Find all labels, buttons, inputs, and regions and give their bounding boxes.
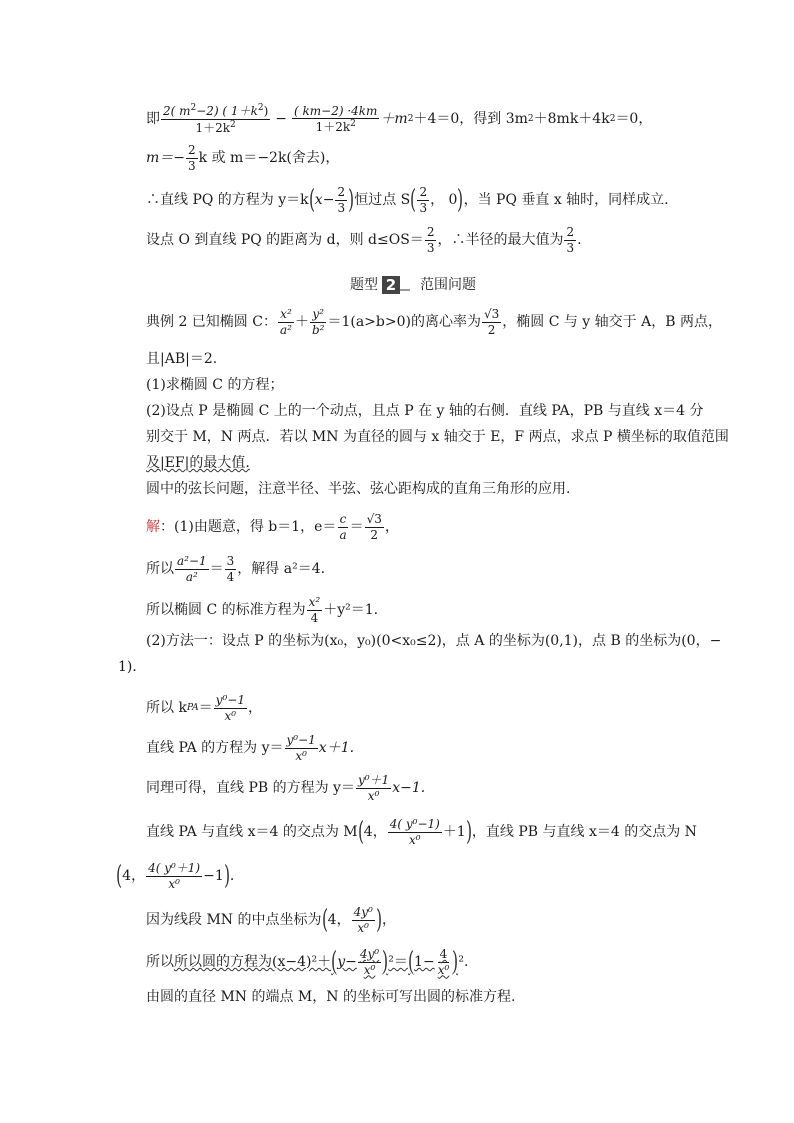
solution-line-6: 所以 k PA ＝ $\frac{\text{y⁰−1}}{\text{x⁰}}$ ， <box>146 693 262 723</box>
question-1: (1)求椭圆 C 的方程； <box>146 377 284 393</box>
solution-line-7: 直线 PA 的方程为 y＝ $\frac{\text{y⁰−1}}{\text{x⁰}}$ x＋1. <box>146 733 355 763</box>
fraction: $\frac{2( m^2-2) ( 1+k^2)}{1+2k^2}$ <box>163 103 269 135</box>
solution-line-9: 直线 PA 与直线 x＝4 的交点为 M ( 4， $\frac{\text{4( y⁰−1)}}{\text{x⁰}}$ ＋1 ) ，直线 PB 与直线 x＝4 的交点为 N <box>146 817 697 848</box>
question-2-line-1: (2)设点 P 是椭圆 C 上的一个动点，且点 P 在 y 轴的右侧．直线 PA，PB 与直线 x＝4 分 <box>146 403 704 419</box>
problem-statement-line-1: 典例 2 已知椭圆 C： $\frac{\text{x²}}{\text{a²}}$ ＋ $\frac{\text{y²}}{\text{b²}}$ ＝1(a>b>0)的离心率为 $\frac{√3}{2}$ ，椭圆 C 与 y 轴交于 A，B 两点， <box>146 307 722 337</box>
solution-line-2: 所以 $\frac{\text{a²−1}}{\text{a²}}$ ＝ $\frac{3}{4}$ ，解得 a²＝4. <box>146 554 326 584</box>
solution-line-12: 所以 所以圆的方程为(x−4)²＋ ( y− $\frac{\text{4y⁰}}{\text{x⁰}}$ ) ²＝ ( 1− $\frac{4}{\text{x⁰}}$ ) ². <box>146 947 469 978</box>
solution-line-4: (2)方法一：设点 P 的坐标为(x₀，y₀)(0<x₀≤2)，点 A 的坐标为(0,1)，点 B 的坐标为(0，− <box>146 633 722 649</box>
solution-line-10: ( 4， $\frac{\text{4( y⁰＋1)}}{\text{x⁰}}$ −1 ) . <box>116 861 235 892</box>
solution-line-11: 因为线段 MN 的中点坐标为 ( 4， $\frac{\text{4y⁰}}{\text{x⁰}}$ ) ， <box>146 905 396 936</box>
equation-line-3: ∴直线 PQ 的方程为 y＝k ( x− $\frac{2}{3}$ ) 恒过点 S ( $\frac{2}{3}$ ， 0 ) ，当 PQ 垂直 x 轴时，同样成立. <box>146 185 669 216</box>
solution-line-1: 解 ：(1)由题意，得 b＝1，e＝ $\frac{c}{a}$ ＝ $\frac{√3}{2}$ ， <box>146 512 399 542</box>
equation-line-2: m＝− $\frac{2}{3}$ k 或 m＝−2k(舍去)， <box>146 143 340 173</box>
section-heading: 题型 2 范围问题 <box>350 275 476 294</box>
solution-line-13: 由圆的直径 MN 的端点 M，N 的坐标可写出圆的标准方程. <box>146 989 516 1005</box>
solution-line-3: 所以椭圆 C 的标准方程为 $\frac{\text{x²}}{4}$ ＋y²＝1. <box>146 595 379 625</box>
question-2-line-3: 及|EF|的最大值. <box>146 455 250 471</box>
fraction: $\frac{( km-2) \cdot 4km}{1+2k^2}$ <box>294 103 378 135</box>
hint-note: 圆中的弦长问题，注意半径、半弦、弦心距构成的直角三角形的应用. <box>146 481 571 497</box>
solution-line-8: 同理可得，直线 PB 的方程为 y＝ $\frac{\text{y⁰＋1}}{\text{x⁰}}$ x−1. <box>146 773 426 803</box>
equation-line-4: 设点 O 到直线 PQ 的距离为 d，则 d≤OS＝ $\frac{2}{3}$ ，∴半径的最大值为 $\frac{2}{3}$ . <box>146 225 582 255</box>
equation-line-1: 即 $\frac{2( m^2-2) ( 1+k^2)}{1+2k^2}$ − $\frac{( km-2) \cdot 4km}{1+2k^2}$ ＋m 2 ＋4＝0，得到 3m 2 ＋8mk＋4k 2 ＝0， <box>146 103 653 135</box>
solution-label: 解 <box>146 519 160 536</box>
problem-statement-line-2: 且|AB|＝2. <box>146 351 218 367</box>
section-number-badge: 2 <box>382 276 400 294</box>
solution-line-5: 1)． <box>118 659 147 675</box>
question-2-line-2: 别交于 M，N 两点．若以 MN 为直径的圆与 x 轴交于 E，F 两点，求点 P 横坐标的取值范围 <box>146 429 729 445</box>
text: 即 <box>146 111 160 128</box>
